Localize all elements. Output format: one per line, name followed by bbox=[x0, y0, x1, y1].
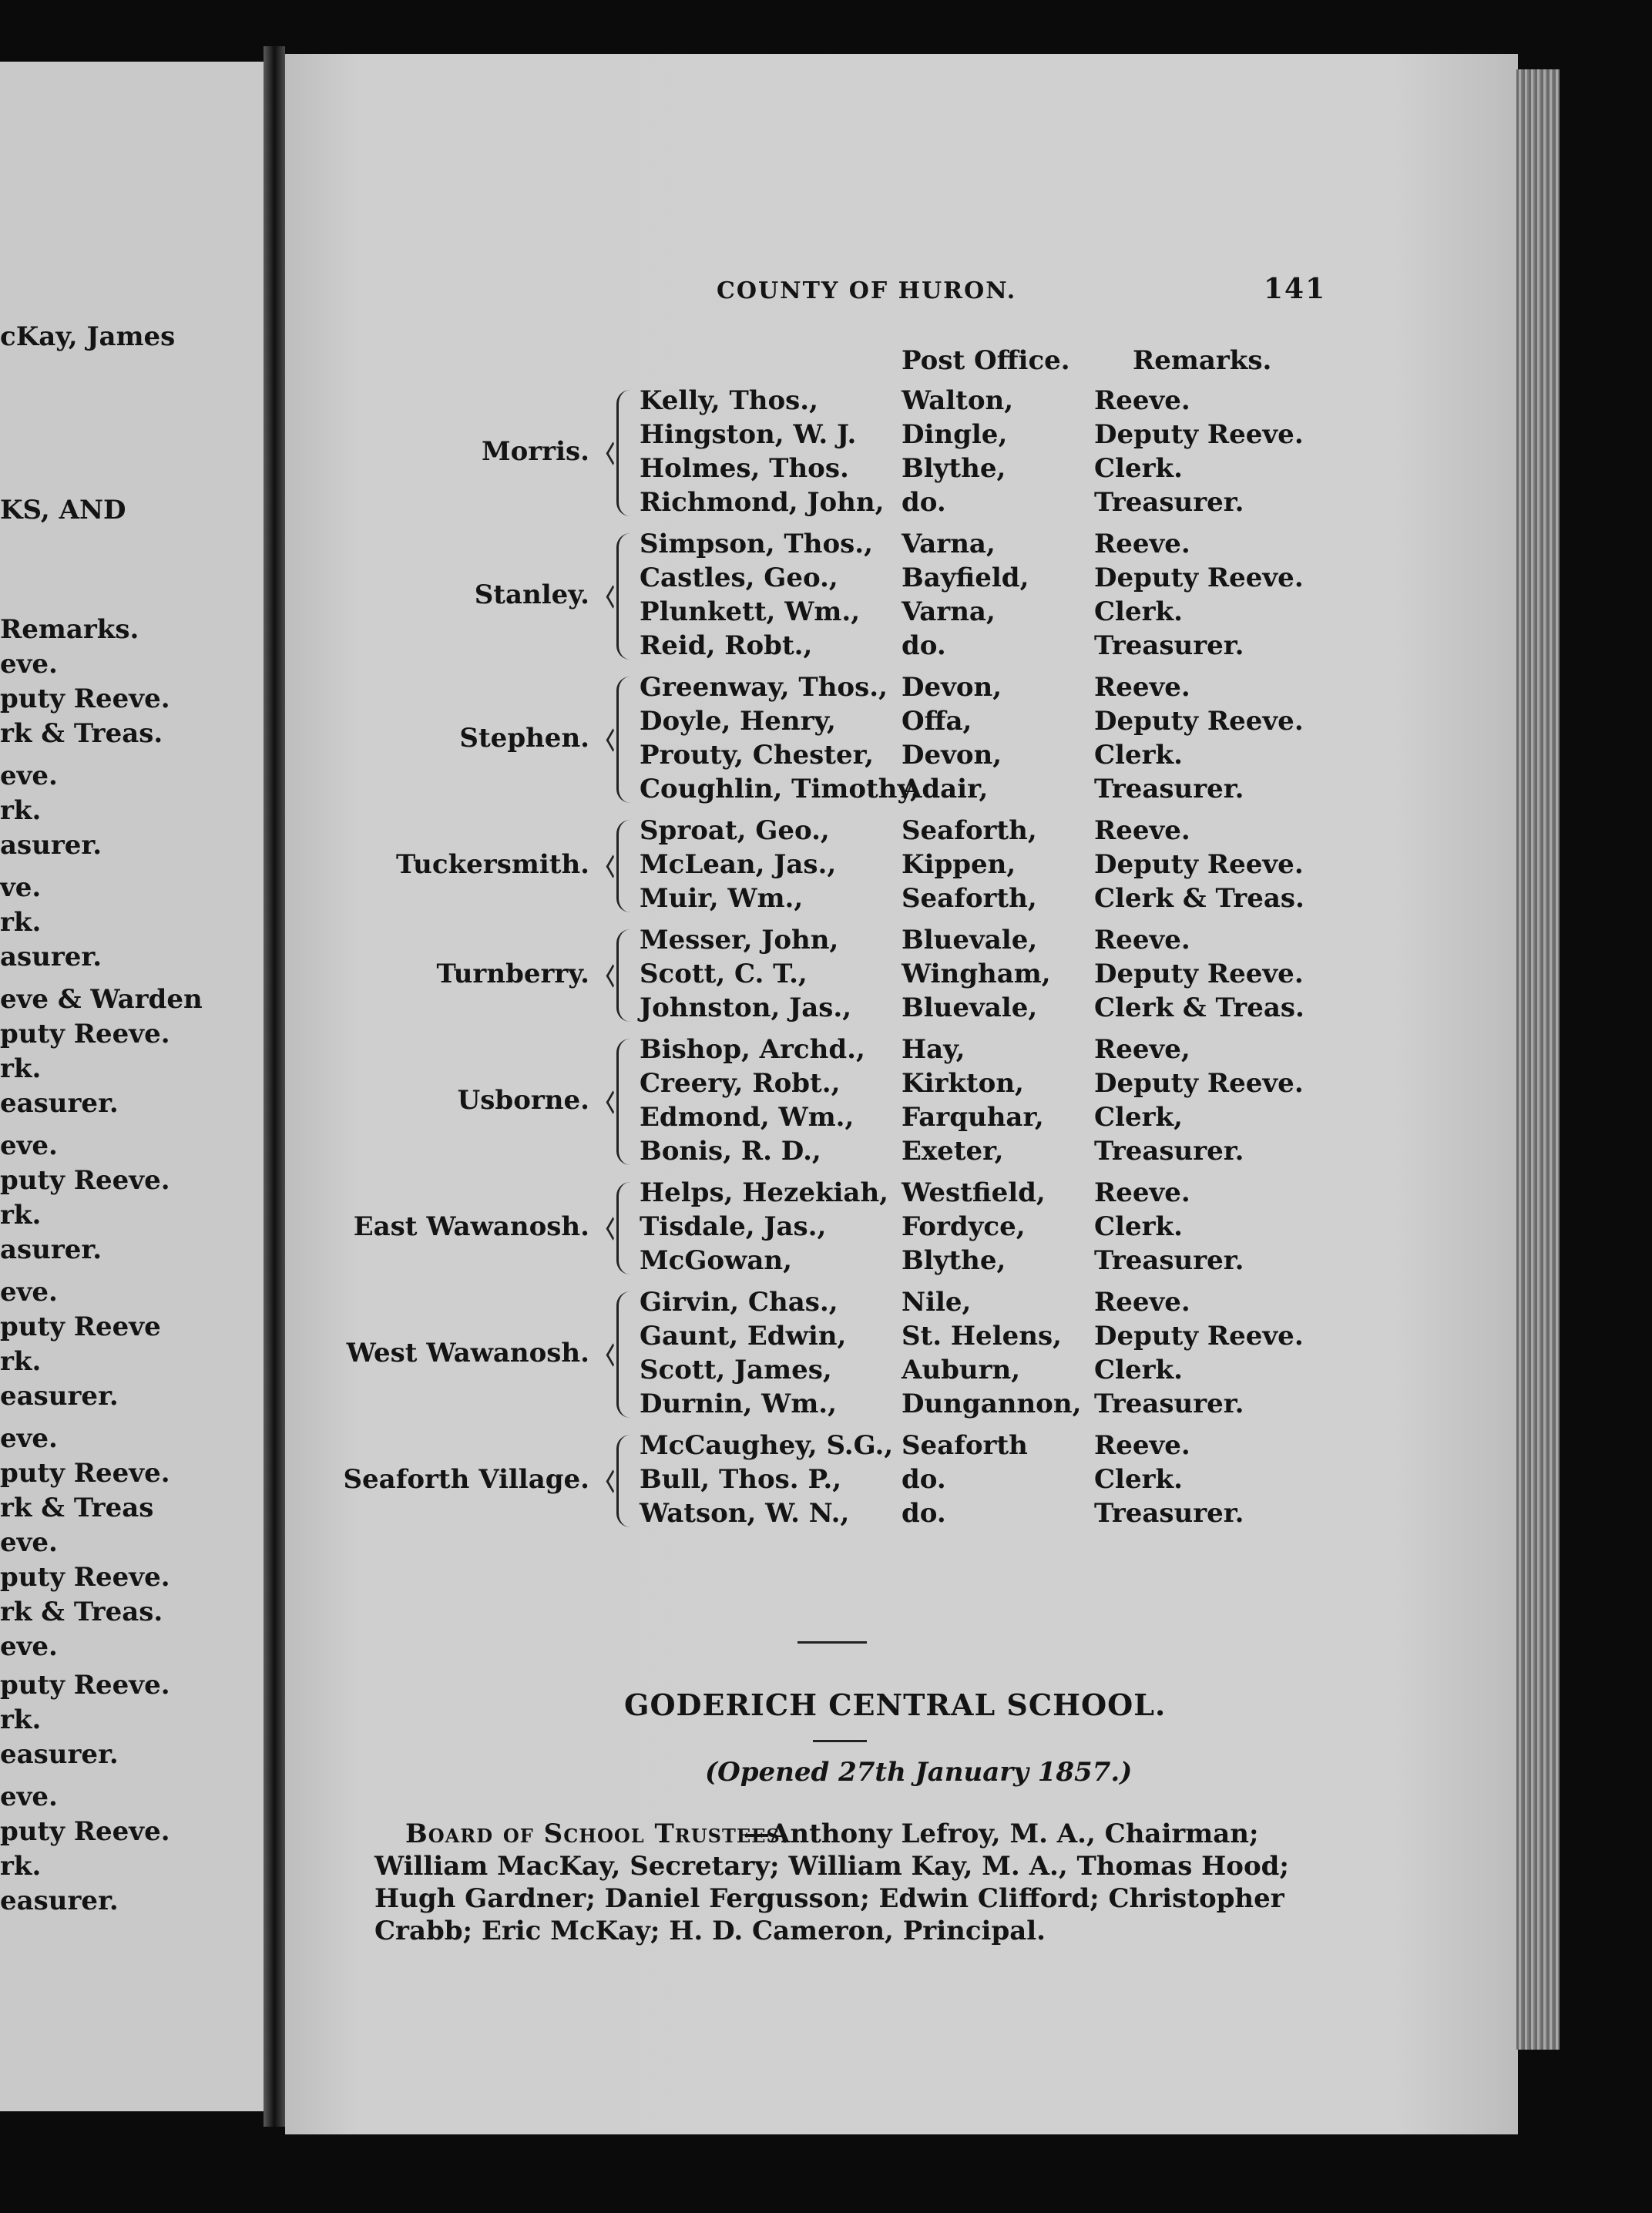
officer-name: Plunkett, Wm., bbox=[640, 596, 861, 627]
remark: Treasurer. bbox=[1094, 1389, 1244, 1419]
left-page-line: cKay, James bbox=[0, 321, 176, 352]
left-page-line: rk. bbox=[0, 1053, 42, 1084]
officer-name: Helps, Hezekiah, bbox=[640, 1177, 889, 1208]
post-office: Kirkton, bbox=[902, 1068, 1024, 1099]
remark: Reeve, bbox=[1094, 1034, 1190, 1065]
remark: Clerk & Treas. bbox=[1094, 992, 1304, 1023]
post-office: Walton, bbox=[902, 385, 1014, 416]
left-page-line: rk. bbox=[0, 1346, 42, 1377]
brace bbox=[616, 820, 639, 912]
left-page-line: KS, AND bbox=[0, 495, 126, 526]
board-heading: Board of School Trustees. bbox=[405, 1818, 791, 1849]
remark: Clerk. bbox=[1094, 1211, 1183, 1242]
brace bbox=[616, 1039, 639, 1165]
officer-name: Reid, Robt., bbox=[640, 630, 813, 661]
officer-name: Greenway, Thos., bbox=[640, 672, 888, 703]
board-line-3: Hugh Gardner; Daniel Fergusson; Edwin Clifford; Christopher bbox=[374, 1883, 1284, 1914]
post-office: Blythe, bbox=[902, 1245, 1006, 1276]
officer-name: Prouty, Chester, bbox=[640, 740, 874, 771]
page-number: 141 bbox=[1264, 273, 1327, 305]
right-page bbox=[285, 54, 1518, 2134]
post-office: St. Helens, bbox=[902, 1321, 1062, 1352]
post-office: Westfield, bbox=[902, 1177, 1046, 1208]
brace bbox=[616, 533, 639, 660]
post-office: Bluevale, bbox=[902, 925, 1038, 955]
left-page-line: eve. bbox=[0, 1130, 58, 1161]
post-office: Farquhar, bbox=[902, 1102, 1044, 1133]
township-name: Stephen. bbox=[459, 723, 589, 754]
post-office: Fordyce, bbox=[902, 1211, 1026, 1242]
post-office: Offa, bbox=[902, 706, 972, 737]
township-name: Stanley. bbox=[474, 579, 589, 610]
left-page-line: puty Reeve bbox=[0, 1311, 161, 1342]
page-edges bbox=[1516, 69, 1560, 2050]
post-office: Bluevale, bbox=[902, 992, 1038, 1023]
officer-name: Kelly, Thos., bbox=[640, 385, 818, 416]
remark: Clerk. bbox=[1094, 740, 1183, 771]
left-page-line: easurer. bbox=[0, 1088, 119, 1119]
board-line-4: Crabb; Eric McKay; H. D. Cameron, Principal. bbox=[374, 1916, 1046, 1946]
left-page-line: rk & Treas bbox=[0, 1493, 154, 1523]
post-office: Dingle, bbox=[902, 419, 1008, 450]
brace bbox=[616, 1291, 639, 1418]
officer-name: Coughlin, Timothy, bbox=[640, 774, 919, 804]
post-office: Wingham, bbox=[902, 959, 1051, 989]
post-office: Auburn, bbox=[902, 1355, 1021, 1385]
remark: Reeve. bbox=[1094, 1177, 1190, 1208]
township-name: Usborne. bbox=[457, 1085, 589, 1116]
post-office: Seaforth, bbox=[902, 883, 1037, 914]
remark: Reeve. bbox=[1094, 925, 1190, 955]
officer-name: Bonis, R. D., bbox=[640, 1136, 821, 1167]
left-page-line: rk. bbox=[0, 795, 42, 826]
officer-name: Johnston, Jas., bbox=[640, 992, 852, 1023]
officer-name: Durnin, Wm., bbox=[640, 1389, 837, 1419]
post-office: Devon, bbox=[902, 740, 1002, 771]
post-office: Varna, bbox=[902, 529, 996, 559]
left-page-line: rk. bbox=[0, 1851, 42, 1882]
remark: Reeve. bbox=[1094, 1287, 1190, 1318]
remark: Treasurer. bbox=[1094, 1136, 1244, 1167]
post-office: Dungannon, bbox=[902, 1389, 1082, 1419]
remark: Reeve. bbox=[1094, 529, 1190, 559]
remark: Clerk. bbox=[1094, 453, 1183, 484]
remark: Deputy Reeve. bbox=[1094, 419, 1304, 450]
opened-date: (Opened 27th January 1857.) bbox=[705, 1757, 1133, 1788]
left-page-line: rk. bbox=[0, 907, 42, 938]
officer-name: Bishop, Archd., bbox=[640, 1034, 865, 1065]
officer-name: Girvin, Chas., bbox=[640, 1287, 838, 1318]
section-rule bbox=[797, 1641, 867, 1644]
officer-name: Scott, C. T., bbox=[640, 959, 808, 989]
officer-name: Sproat, Geo., bbox=[640, 815, 830, 846]
left-page-line: asurer. bbox=[0, 942, 102, 972]
post-office: Nile, bbox=[902, 1287, 972, 1318]
officer-name: McLean, Jas., bbox=[640, 849, 837, 880]
officer-name: Doyle, Henry, bbox=[640, 706, 836, 737]
remark: Clerk. bbox=[1094, 1464, 1183, 1495]
officer-name: Tisdale, Jas., bbox=[640, 1211, 827, 1242]
brace bbox=[616, 677, 639, 803]
township-name: Seaforth Village. bbox=[343, 1464, 589, 1495]
left-page-line: rk. bbox=[0, 1200, 42, 1231]
left-page-fragment bbox=[0, 62, 264, 2111]
left-page-line: easurer. bbox=[0, 1381, 119, 1412]
remark: Treasurer. bbox=[1094, 1498, 1244, 1529]
officer-name: Hingston, W. J. bbox=[640, 419, 857, 450]
left-page-line: Remarks. bbox=[0, 614, 139, 645]
officer-name: Holmes, Thos. bbox=[640, 453, 849, 484]
officer-name: Gaunt, Edwin, bbox=[640, 1321, 847, 1352]
post-office: Hay, bbox=[902, 1034, 965, 1065]
remark: Clerk. bbox=[1094, 1355, 1183, 1385]
officer-name: Simpson, Thos., bbox=[640, 529, 873, 559]
left-page-line: rk & Treas. bbox=[0, 718, 163, 749]
remark: Deputy Reeve. bbox=[1094, 959, 1304, 989]
post-office: do. bbox=[902, 630, 946, 661]
left-page-line: eve. bbox=[0, 1423, 58, 1454]
left-page-line: asurer. bbox=[0, 830, 102, 861]
remark: Reeve. bbox=[1094, 1430, 1190, 1461]
left-page-line: puty Reeve. bbox=[0, 1670, 170, 1701]
remark: Deputy Reeve. bbox=[1094, 1321, 1304, 1352]
officer-name: Edmond, Wm., bbox=[640, 1102, 855, 1133]
left-page-line: eve. bbox=[0, 649, 58, 680]
post-office: Adair, bbox=[902, 774, 989, 804]
post-office: Varna, bbox=[902, 596, 996, 627]
post-office: do. bbox=[902, 1498, 946, 1529]
left-page-line: rk & Treas. bbox=[0, 1597, 163, 1627]
left-page-line: eve. bbox=[0, 1527, 58, 1558]
brace bbox=[616, 929, 639, 1022]
officer-name: McGowan, bbox=[640, 1245, 792, 1276]
remark: Treasurer. bbox=[1094, 1245, 1244, 1276]
township-name: West Wawanosh. bbox=[346, 1338, 589, 1368]
left-page-line: easurer. bbox=[0, 1886, 119, 1916]
left-page-line: puty Reeve. bbox=[0, 683, 170, 714]
book-gutter bbox=[264, 46, 285, 2127]
remark: Treasurer. bbox=[1094, 774, 1244, 804]
officer-name: Watson, W. N., bbox=[640, 1498, 850, 1529]
left-page-line: eve. bbox=[0, 1277, 58, 1308]
left-page-line: puty Reeve. bbox=[0, 1458, 170, 1489]
board-line-2: William MacKay, Secretary; William Kay, M. A., Thomas Hood; bbox=[374, 1851, 1289, 1882]
township-name: Morris. bbox=[481, 436, 589, 467]
post-office: Devon, bbox=[902, 672, 1002, 703]
officer-name: McCaughey, S.G., bbox=[640, 1430, 894, 1461]
remark: Reeve. bbox=[1094, 385, 1190, 416]
remark: Deputy Reeve. bbox=[1094, 706, 1304, 737]
left-page-line: easurer. bbox=[0, 1739, 119, 1770]
left-page-line: puty Reeve. bbox=[0, 1562, 170, 1593]
post-office: Bayfield, bbox=[902, 562, 1029, 593]
post-office: Seaforth, bbox=[902, 815, 1037, 846]
post-office: Kippen, bbox=[902, 849, 1016, 880]
left-page-line: ve. bbox=[0, 872, 42, 903]
remark: Treasurer. bbox=[1094, 630, 1244, 661]
remark: Treasurer. bbox=[1094, 487, 1244, 518]
post-office: do. bbox=[902, 487, 946, 518]
post-office: Exeter, bbox=[902, 1136, 1004, 1167]
remark: Clerk. bbox=[1094, 596, 1183, 627]
post-office-header: Post Office. bbox=[902, 345, 1070, 376]
left-page-line: eve & Warden bbox=[0, 984, 203, 1015]
officer-name: Muir, Wm., bbox=[640, 883, 804, 914]
remark: Deputy Reeve. bbox=[1094, 562, 1304, 593]
post-office: Blythe, bbox=[902, 453, 1006, 484]
left-page-line: puty Reeve. bbox=[0, 1165, 170, 1196]
left-page-line: puty Reeve. bbox=[0, 1816, 170, 1847]
left-page-line: eve. bbox=[0, 1631, 58, 1662]
brace bbox=[616, 1182, 639, 1274]
remark: Deputy Reeve. bbox=[1094, 849, 1304, 880]
officer-name: Richmond, John, bbox=[640, 487, 885, 518]
left-page-line: asurer. bbox=[0, 1234, 102, 1265]
brace bbox=[616, 390, 639, 516]
section-rule-short bbox=[813, 1740, 867, 1742]
township-name: Turnberry. bbox=[436, 959, 589, 989]
post-office: do. bbox=[902, 1464, 946, 1495]
remark: Clerk, bbox=[1094, 1102, 1183, 1133]
remarks-header: Remarks. bbox=[1133, 345, 1272, 376]
remark: Clerk & Treas. bbox=[1094, 883, 1304, 914]
officer-name: Messer, John, bbox=[640, 925, 839, 955]
officer-name: Scott, James, bbox=[640, 1355, 832, 1385]
officer-name: Castles, Geo., bbox=[640, 562, 838, 593]
board-line-1: —Anthony Lefroy, M. A., Chairman; bbox=[744, 1818, 1259, 1849]
left-page-line: rk. bbox=[0, 1704, 42, 1735]
left-page-line: eve. bbox=[0, 1781, 58, 1812]
township-name: East Wawanosh. bbox=[353, 1211, 589, 1242]
brace bbox=[616, 1435, 639, 1527]
remark: Deputy Reeve. bbox=[1094, 1068, 1304, 1099]
remark: Reeve. bbox=[1094, 815, 1190, 846]
school-title: GODERICH CENTRAL SCHOOL. bbox=[624, 1687, 1167, 1722]
post-office: Seaforth bbox=[902, 1430, 1028, 1461]
township-name: Tuckersmith. bbox=[396, 849, 589, 880]
officer-name: Bull, Thos. P., bbox=[640, 1464, 842, 1495]
officer-name: Creery, Robt., bbox=[640, 1068, 841, 1099]
left-page-line: puty Reeve. bbox=[0, 1019, 170, 1049]
left-page-line: eve. bbox=[0, 761, 58, 791]
running-header: COUNTY OF HURON. bbox=[717, 277, 1017, 304]
remark: Reeve. bbox=[1094, 672, 1190, 703]
